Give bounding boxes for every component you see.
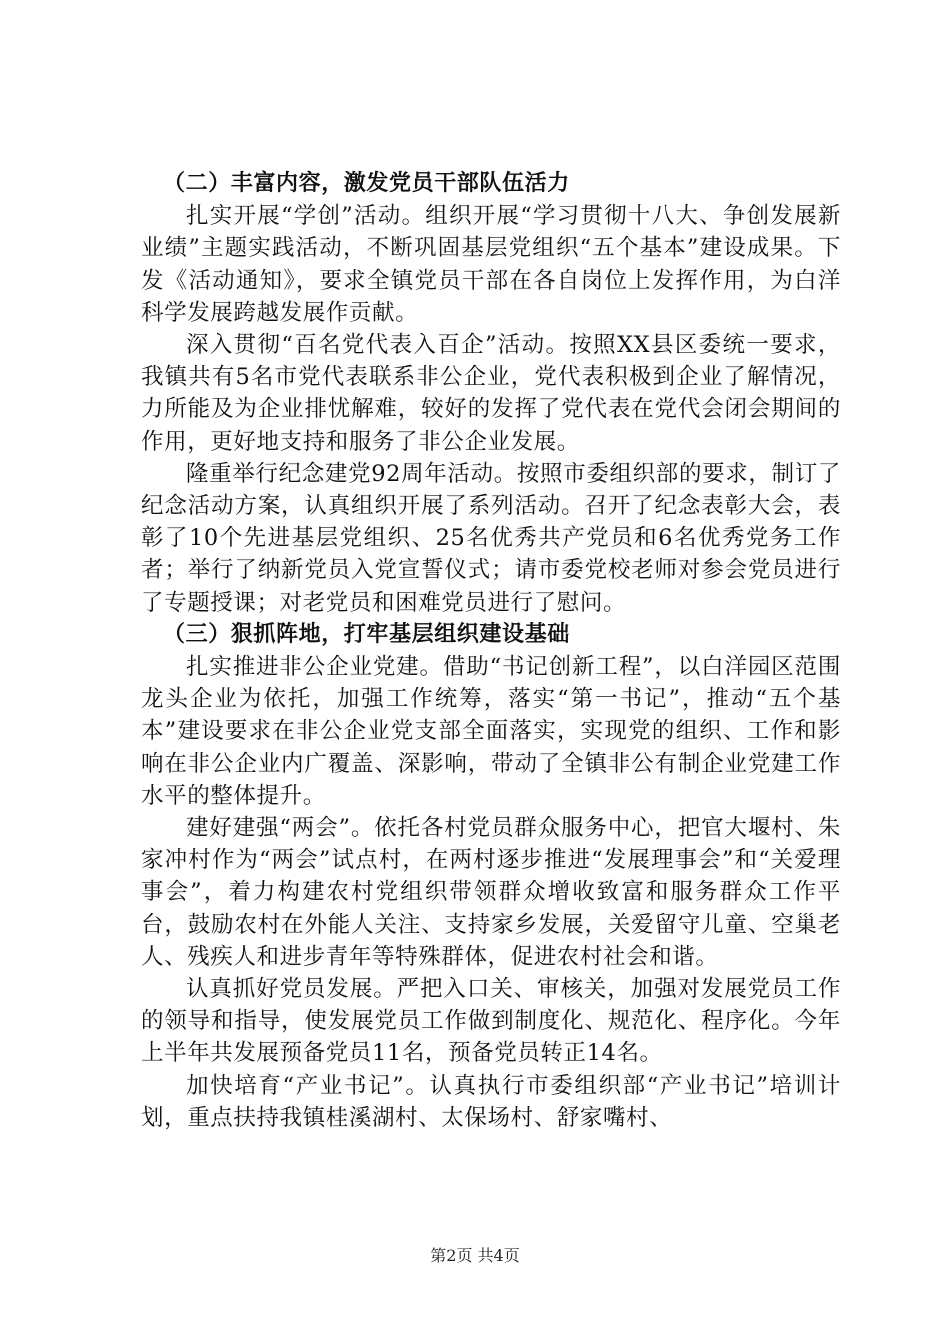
page-footer: 第2页 共4页	[430, 1246, 520, 1265]
section-heading-2: （二）丰富内容，激发党员干部队伍活力	[163, 171, 570, 196]
paragraph: 扎实推进非公企业党建。借助“书记创新工程”，以白洋园区范围龙头企业为依托，加强工作统筹，落实“第一书记”，推动“五个基本”建设要求在非公企业党支部全面落实，实现党的组织、工作和影响在非公企业内广覆盖、深影响，带动了全镇非公有制企业党建工作水平的整体提升。	[141, 654, 841, 809]
paragraph: 建好建强“两会”。依托各村党员群众服务中心，把官大堰村、朱家冲村作为“两会”试点村，在两村逐步推进“发展理事会”和“关爱理事会”，着力构建农村党组织带领群众增收致富和服务群众工作平台，鼓励农村在外能人关注、支持家乡发展，关爱留守儿童、空巢老人、残疾人和进步青年等特殊群体，促进农村社会和谐。	[141, 815, 841, 970]
paragraph: 深入贯彻“百名党代表入百企”活动。按照XX县区委统一要求，我镇共有5名市党代表联系非公企业，党代表积极到企业了解情况，力所能及为企业排忧解难，较好的发挥了党代表在党代会闭会期间的作用，更好地支持和服务了非公企业发展。	[141, 332, 841, 455]
paragraph: 认真抓好党员发展。严把入口关、审核关，加强对发展党员工作的领导和指导，使发展党员工作做到制度化、规范化、程序化。今年上半年共发展预备党员11名，预备党员转正14名。	[141, 976, 841, 1067]
document-body	[141, 168, 841, 1134]
paragraph: 隆重举行纪念建党92周年活动。按照市委组织部的要求，制订了纪念活动方案，认真组织开展了系列活动。召开了纪念表彰大会，表彰了10个先进基层党组织、25名优秀共产党员和6名优秀党务工作者；举行了纳新党员入党宣誓仪式；请市委党校老师对参会党员进行了专题授课；对老党员和困难党员进行了慰问。	[141, 460, 841, 616]
paragraph: 扎实开展“学创”活动。组织开展“学习贯彻十八大、争创发展新业绩”主题实践活动，不断巩固基层党组织“五个基本”建设成果。下发《活动通知》，要求全镇党员干部在各自岗位上发挥作用，为白洋科学发展跨越发展作贡献。	[141, 203, 841, 326]
section-heading-3: （三）狠抓阵地，打牢基层组织建设基础	[163, 621, 570, 647]
paragraph: 加快培育“产业书记”。认真执行市委组织部“产业书记”培训计划，重点扶持我镇桂溪湖村、太保场村、舒家嘴村、	[141, 1072, 841, 1131]
